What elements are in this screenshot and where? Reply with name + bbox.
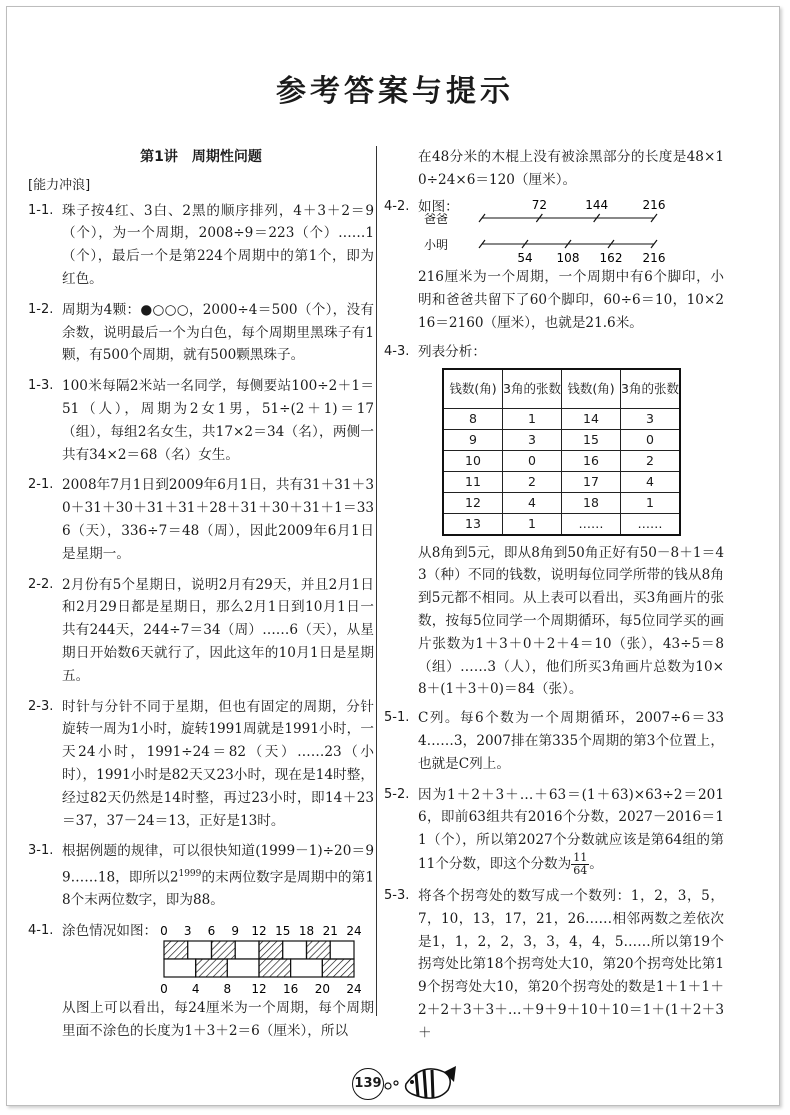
ming-label: 小明 xyxy=(424,238,449,253)
answer-text: C列。每6个数为一个周期循环，2007÷6＝334……3，2007排在第335个周期的第3个位置上，也就是C列上。 xyxy=(418,710,724,772)
strip-segment xyxy=(330,941,354,959)
dad-label: 爸爸 xyxy=(424,212,449,227)
left-column xyxy=(28,146,374,1049)
right-column xyxy=(384,146,724,1053)
answer-5-1 xyxy=(384,707,724,775)
table-header: 3角的张数 xyxy=(621,369,681,409)
tick-label: 4 xyxy=(191,982,200,997)
page-title: 参考答案与提示 xyxy=(276,74,514,109)
tick-label: 0 xyxy=(160,924,168,939)
table-header: 钱数(角) xyxy=(443,369,503,409)
answer-2-2 xyxy=(28,574,374,688)
table-row xyxy=(443,450,680,471)
fraction xyxy=(571,852,589,877)
answer-number: 1-2. xyxy=(28,301,54,317)
table-cell: 1 xyxy=(621,492,681,513)
section-title: 第1讲 周期性问题 xyxy=(140,149,262,165)
table-header: 3角的张数 xyxy=(503,369,562,409)
fish-icon xyxy=(382,1060,462,1106)
table-cell: 15 xyxy=(562,429,621,450)
answer-1-1 xyxy=(28,200,374,291)
table-cell: 4 xyxy=(503,492,562,513)
table-cell: 14 xyxy=(562,408,621,429)
answer-2-1 xyxy=(28,474,374,565)
money-table xyxy=(442,368,681,536)
tick-label: 24 xyxy=(346,982,362,997)
answer-5-3 xyxy=(384,885,724,1045)
answer-text: 珠子按4红、3白、2黑的顺序排列，4＋3＋2＝9（个），为一个周期，2008÷9＝223（个）……1（个），最后一个是第224个周期中的第1个，即为红色。 xyxy=(62,202,374,287)
tick-label: 162 xyxy=(599,251,623,266)
tick-label: 108 xyxy=(556,251,580,266)
answer-1-2 xyxy=(28,299,374,367)
strip-segment xyxy=(307,941,331,959)
tick-label: 18 xyxy=(298,924,315,939)
answer-text: 2月份有5个星期日，说明2月有29天，并且2月1日和2月29日都是星期日，那么2月1日到10月1日一共有244天，244÷7＝34（周）……6（天），从星期日开始数6天就行了，因此这年的10月1日是星期五。 xyxy=(62,576,374,684)
table-cell: 17 xyxy=(562,471,621,492)
strip-segment xyxy=(188,941,212,959)
table-cell: 12 xyxy=(443,492,503,513)
answer-text: 100米每隔2米站一名同学，每侧要站100÷2＋1＝51（人），周期为2女1男，51÷(2＋1)＝17（组），每组2名女生，共17×2＝34（名），两侧一共有34×2＝68（名）女生。 xyxy=(62,378,374,463)
answer-text-part: 因为1＋2＋3＋…＋63＝(1＋63)×63÷2＝2016，即前63组共有2016个分数，2027－2016＝11（个），所以第2027个分数就应该是第64组的第11个分数，即这个分数为 xyxy=(418,786,724,872)
table-cell: 0 xyxy=(503,450,562,471)
table-cell: 9 xyxy=(443,429,503,450)
answer-text-part: 的末两位数字是周期中的第18个末两位数字，即为88。 xyxy=(62,869,374,909)
table-cell: 3 xyxy=(503,429,562,450)
answer-text: 涂色情况如图： xyxy=(62,923,158,940)
table-header: 钱数(角) xyxy=(562,369,621,409)
answer-number: 4-3. xyxy=(384,343,410,359)
answer-text: 从8角到5元，即从8角到50角正好有50－8＋1＝43（种）不同的钱数，说明每位同学所带的钱从8角到5元都不相同。从上表可以看出，买3角画片的张数，按每5位同学一个周期循环，每5位同学买的画片张数为1＋3＋0＋2＋4＝10（张），43÷5＝8（组）……3（人），他们所买3角画片总数为10×8＋(1＋3＋0)＝84（张）。 xyxy=(418,544,724,698)
answer-continuation: 在48分米的木棍上没有被涂黑部分的长度是48×10÷24×6＝120（厘米）。 xyxy=(418,149,724,188)
section-tag: [能力冲浪] xyxy=(28,177,91,193)
table-cell: 0 xyxy=(621,429,681,450)
answer-number: 1-3. xyxy=(28,378,54,394)
answer-number: 5-1. xyxy=(384,710,410,726)
fraction-numerator: 11 xyxy=(573,850,588,864)
answer-number: 3-1. xyxy=(28,843,54,859)
strip-segment xyxy=(164,959,196,977)
tick-label: 16 xyxy=(283,982,299,997)
answer-text xyxy=(62,840,374,912)
answer-5-2 xyxy=(384,784,724,877)
answer-text: 216厘米为一个周期，一个周期中有6个脚印，小明和爸爸共留下了60个脚印，60÷6＝10，10×216＝2160（厘米），也就是21.6米。 xyxy=(418,269,724,331)
answer-4-3 xyxy=(384,341,724,364)
table-cell: …… xyxy=(562,513,621,535)
answer-2-3 xyxy=(28,696,374,833)
strip-segment xyxy=(322,959,354,977)
table-cell: 2 xyxy=(503,471,562,492)
answer-number: 5-2. xyxy=(384,786,410,802)
table-cell: 1 xyxy=(503,408,562,429)
strip-segment xyxy=(283,941,307,959)
exponent: 1999 xyxy=(178,869,202,880)
answer-text: 从图上可以看出，每24厘米为一个周期，每个周期里面不涂色的长度为1＋3＋2＝6（厘米），所以 xyxy=(62,1000,374,1039)
tick-label: 15 xyxy=(275,924,291,939)
table-row xyxy=(443,471,680,492)
tick-label: 216 xyxy=(642,198,666,213)
answer-number: 4-2. xyxy=(384,198,410,214)
tick-label: 0 xyxy=(160,982,168,997)
table-cell: 13 xyxy=(443,513,503,535)
answer-text: 周期为4颗：●○○○，2000÷4＝500（个），没有余数，说明最后一个为白色，每个周期里黑珠子有1颗，有500个周期，就有500颗黑珠子。 xyxy=(62,301,374,364)
strip-segment xyxy=(227,959,259,977)
strip-segment xyxy=(212,941,236,959)
strip-segment xyxy=(235,941,259,959)
table-row xyxy=(443,429,680,450)
tick-label: 216 xyxy=(642,251,666,266)
answer-text: 列表分析： xyxy=(418,343,486,360)
strip-segment xyxy=(291,959,323,977)
strip-segment xyxy=(164,941,188,959)
table-row xyxy=(443,408,680,429)
answer-text: 时针与分针不同于星期，但也有固定的周期，分针旋转一周为1小时，旋转1991周就是1991小时，一天24小时，1991÷24＝82（天）……23（小时），1991小时是82天又23小时，现在是14时整，经过82天仍然是14时整，再过23小时，即14＋23＝37，37－24＝13，正好是13时。 xyxy=(62,698,374,829)
answer-number: 5-3. xyxy=(384,887,410,903)
tick-label: 12 xyxy=(251,982,267,997)
table-cell: 1 xyxy=(503,513,562,535)
answer-text-part: 。 xyxy=(589,855,603,872)
table-cell: …… xyxy=(621,513,681,535)
answer-text: 如图： xyxy=(418,198,459,215)
table-cell: 11 xyxy=(443,471,503,492)
table-row xyxy=(443,513,680,535)
tick-label: 6 xyxy=(207,924,216,939)
tick-label: 24 xyxy=(346,924,362,939)
strip-segment xyxy=(196,959,228,977)
answer-number: 2-3. xyxy=(28,698,54,714)
answer-text: 2008年7月1日到2009年6月1日，共有31＋31＋30＋31＋30＋31＋31＋28＋31＋30＋31＋1＝336（天），336÷7＝48（周），因此2009年6月1日是星期一。 xyxy=(62,477,374,562)
answer-text xyxy=(418,784,724,877)
table-cell: 8 xyxy=(443,408,503,429)
answer-text-part: 根据例题的规律，可以很快知道(1999－1)÷20＝99……18，即所以2 xyxy=(62,843,374,886)
table-cell: 4 xyxy=(621,471,681,492)
tick-label: 72 xyxy=(531,198,547,213)
strip-segment xyxy=(259,959,291,977)
table-header-row xyxy=(443,369,680,409)
answer-number: 4-1. xyxy=(28,923,54,939)
strip-segment xyxy=(259,941,283,959)
tick-label: 54 xyxy=(517,251,533,266)
tick-label: 20 xyxy=(314,982,330,997)
table-row xyxy=(443,492,680,513)
answer-3-1 xyxy=(28,840,374,912)
table-cell: 18 xyxy=(562,492,621,513)
table-cell: 2 xyxy=(621,450,681,471)
answer-1-3 xyxy=(28,375,374,466)
tick-label: 9 xyxy=(231,924,240,939)
tick-label: 3 xyxy=(183,924,192,939)
answer-number: 1-1. xyxy=(28,202,54,218)
tick-label: 12 xyxy=(251,924,267,939)
answer-number: 2-2. xyxy=(28,576,54,592)
page-number: 139 xyxy=(352,1068,384,1100)
answer-text: 将各个拐弯处的数写成一个数列：1，2，3，5，7，10，13，17，21，26……相邻两数之差依次是1，1，2，2，3，3，4，4，5……所以第19个拐弯处比第18个拐弯处大10，第20个拐弯处比第19个拐弯处大10，第20个拐弯处的数是1＋1＋1＋2＋2＋3＋3＋…＋9＋9＋10＋10＝1＋(1＋2＋3＋ xyxy=(418,887,724,1041)
table-cell: 16 xyxy=(562,450,621,471)
table-cell: 3 xyxy=(621,408,681,429)
tick-label: 8 xyxy=(223,982,232,997)
column-divider xyxy=(376,146,377,1016)
tick-label: 21 xyxy=(322,924,338,939)
fraction-denominator: 64 xyxy=(573,863,588,877)
tick-label: 144 xyxy=(585,198,609,213)
table-cell: 10 xyxy=(443,450,503,471)
answer-number: 2-1. xyxy=(28,477,54,493)
